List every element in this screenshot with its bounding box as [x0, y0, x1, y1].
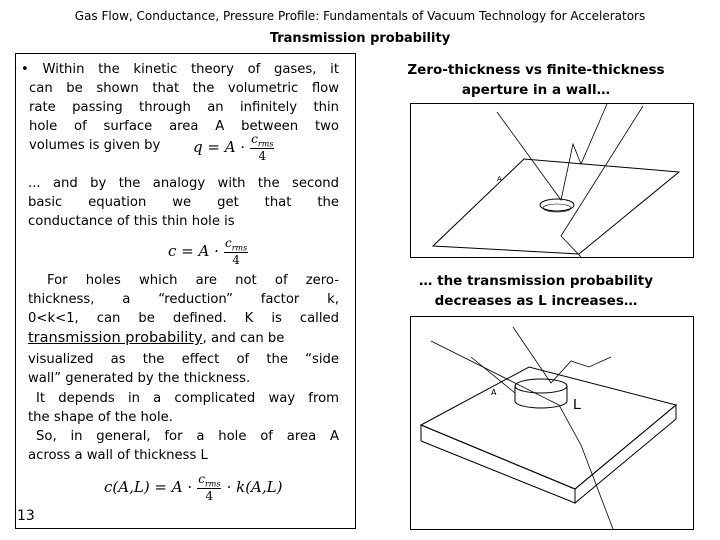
paragraph-3-line-4: transmission probability, and can be — [28, 330, 285, 346]
paragraph-3-line-6: wall” generated by the thickness. — [28, 371, 251, 386]
paragraph-3-line-5: visualized as the effect of the “side — [28, 352, 339, 367]
figure-1-thin-aperture — [410, 103, 694, 258]
transmission-probability-term: transmission probability — [28, 330, 203, 346]
figure-2-caption: … the transmission probability decreases as L increases… — [418, 273, 654, 309]
paragraph-1-line-5: volumes is given by — [29, 138, 161, 153]
paragraph-5-line-2: across a wall of thickness L — [28, 448, 208, 463]
paragraph-3-line-2: thickness, a “reduction” factor k, — [28, 292, 339, 307]
paragraph-3-line-1: For holes which are not of zero- — [47, 273, 339, 288]
page-number: 13 — [17, 508, 35, 524]
paragraph-2-line-3: conductance of this thin hole is — [28, 214, 235, 229]
paragraph-2-line-1: ... and by the analogy with the second — [28, 176, 339, 191]
paragraph-4-line-1: It depends in a complicated way from — [36, 391, 339, 406]
figure-2-thick-aperture — [410, 316, 694, 530]
paragraph-5-line-1: So, in general, for a hole of area A — [36, 429, 339, 444]
paragraph-4-line-2: the shape of the hole. — [28, 410, 173, 425]
paragraph-3-line-3: 0<k<1, can be defined. K is called — [28, 311, 339, 326]
slide-title: Transmission probability — [269, 31, 451, 46]
figure-1-label-a: A — [497, 175, 502, 183]
figure-1-caption: Zero-thickness vs finite-thickness aperture in a wall… — [407, 62, 665, 98]
equation-volumetric-flow: q = A · $\frac{c_{rms}}{4}$ — [193, 132, 274, 164]
paragraph-1-line-1: • Within the kinetic theory of gases, it — [21, 62, 339, 77]
figure-2-label-l: L — [573, 396, 582, 413]
equation-finite-wall-conductance: c(A,L) = A · $\frac{c_{rms}}{4}$ · k(A,L) — [104, 472, 283, 504]
paragraph-2-line-2: basic equation we get that the — [28, 195, 339, 210]
paragraph-1-line-2: can be shown that the volumetric flow — [29, 81, 339, 96]
figure-2-label-a: A — [491, 388, 497, 397]
paragraph-1-line-4: hole of surface area A between two — [29, 119, 339, 134]
slide-header: Gas Flow, Conductance, Pressure Profile: Fundamentals of Vacuum Technology for Accelerators — [74, 9, 646, 23]
equation-thin-hole-conductance: c = A · $\frac{c_{rms}}{4}$ — [168, 236, 248, 268]
paragraph-1-line-3: rate passing through an infinitely thin — [29, 100, 339, 115]
